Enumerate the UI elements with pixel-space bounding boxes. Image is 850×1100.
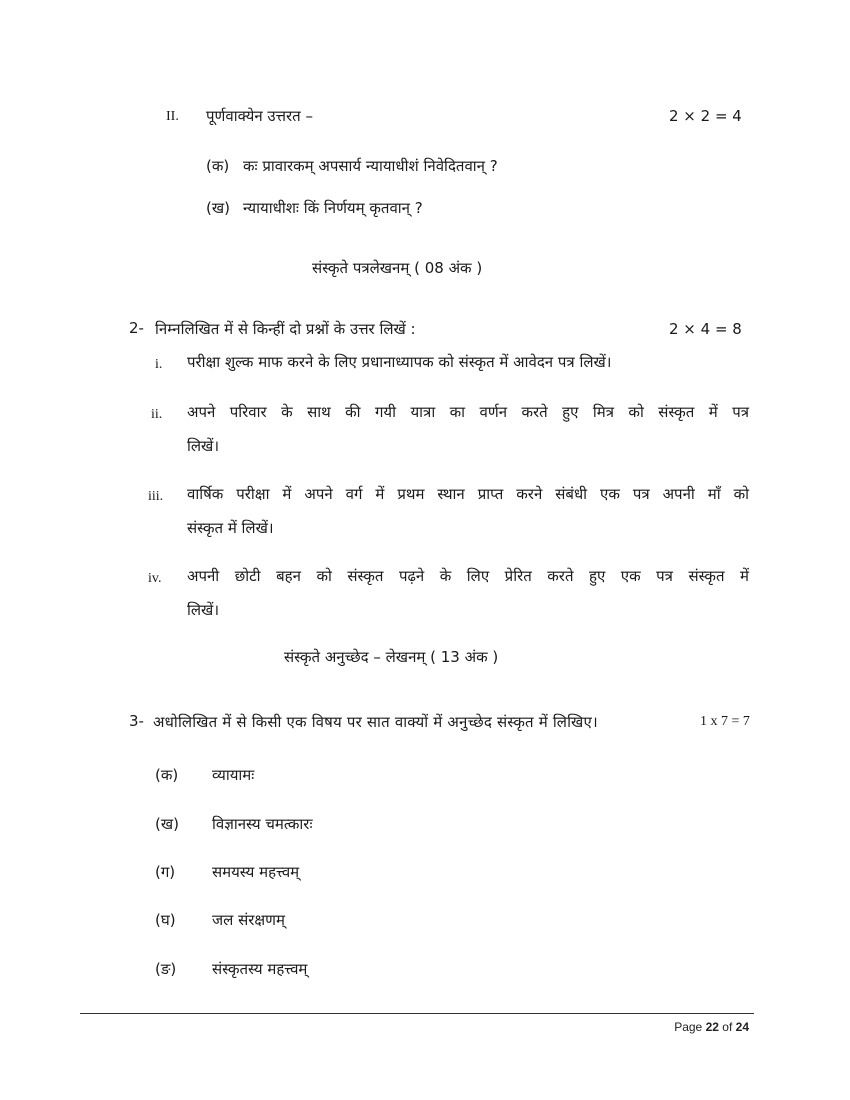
- question3-item-label: (ङ): [155, 960, 177, 978]
- page-number: [674, 1020, 749, 1034]
- question2-item-line: लिखें।: [187, 601, 220, 619]
- question3-item-text: संस्कृतस्य महत्त्वम्: [212, 960, 308, 978]
- question3-item-text: विज्ञानस्य चमत्कारः: [212, 815, 313, 833]
- question3-number: 3-: [129, 712, 144, 730]
- paragraph-section-title: संस्कृते अनुच्छेद – लेखनम् ( 13 अंक ): [284, 648, 499, 666]
- section-ii-item-label: (क): [206, 157, 230, 175]
- question2-marks: 2 × 4 = 8: [669, 320, 742, 338]
- question2-item-line: अपनी छोटी बहन को संस्कृत पढ़ने के लिए प्रेरित करते हुए एक पत्र संस्कृत में: [187, 567, 749, 585]
- question3-item-text: समयस्य महत्त्वम्: [212, 863, 300, 881]
- question2-item-text: [187, 395, 749, 463]
- question2-item-text: [187, 559, 749, 627]
- question2-item-line: वार्षिक परीक्षा में अपने वर्ग में प्रथम स्थान प्राप्त करने संबंधी एक पत्र अपनी माँ को: [187, 485, 749, 503]
- total-pages: 24: [735, 1020, 749, 1034]
- question2-item-text: [187, 477, 749, 545]
- question3-item-label: (घ): [155, 911, 176, 929]
- question2-item-numeral: iv.: [148, 571, 162, 586]
- question3-item-label: (क): [155, 766, 179, 784]
- question3-item-label: (ख): [155, 815, 179, 833]
- question3-item-text: जल संरक्षणम्: [212, 911, 285, 929]
- question2-text: निम्नलिखित में से किन्हीं दो प्रश्नों के उत्तर लिखें :: [155, 320, 416, 338]
- question3-item-text: व्यायामः: [212, 766, 255, 784]
- footer-divider: [80, 1013, 754, 1014]
- section-ii-marks: 2 × 2 = 4: [669, 107, 742, 125]
- question2-item-line: अपने परिवार के साथ की गयी यात्रा का वर्णन करते हुए मित्र को संस्कृत में पत्र: [187, 403, 749, 421]
- section-ii-item-text: न्यायाधीशः किं निर्णयम् कृतवान् ?: [243, 199, 423, 217]
- question2-number: 2-: [129, 319, 144, 337]
- question2-item-numeral: i.: [155, 357, 163, 372]
- question2-item-numeral: ii.: [151, 407, 163, 422]
- question3-item-label: (ग): [155, 863, 176, 881]
- question2-item-line: लिखें।: [187, 437, 220, 455]
- of-word: of: [722, 1020, 733, 1034]
- question3-marks: 1 x 7 = 7: [700, 714, 750, 729]
- question2-item-line: संस्कृत में लिखें।: [187, 519, 274, 537]
- section-ii-item-text: कः प्रावारकम् अपसार्य न्यायाधीशं निवेदितवान् ?: [243, 157, 498, 175]
- section-ii-heading: पूर्णवाक्येन उत्तरत –: [206, 107, 313, 125]
- question2-item-text: [187, 345, 749, 379]
- question3-text: अधोलिखित में से किसी एक विषय पर सात वाक्यों में अनुच्छेद संस्कृत में लिखिए।: [153, 713, 598, 731]
- current-page: 22: [705, 1020, 719, 1034]
- question2-item-line: परीक्षा शुल्क माफ करने के लिए प्रधानाध्यापक को संस्कृत में आवेदन पत्र लिखें।: [187, 353, 612, 371]
- question2-item-numeral: iii.: [148, 489, 164, 504]
- section-ii-numeral: II.: [166, 109, 179, 124]
- page-word: Page: [674, 1020, 703, 1034]
- letter-section-title: संस्कृते पत्रलेखनम् ( 08 अंक ): [312, 259, 483, 277]
- section-ii-item-label: (ख): [206, 199, 230, 217]
